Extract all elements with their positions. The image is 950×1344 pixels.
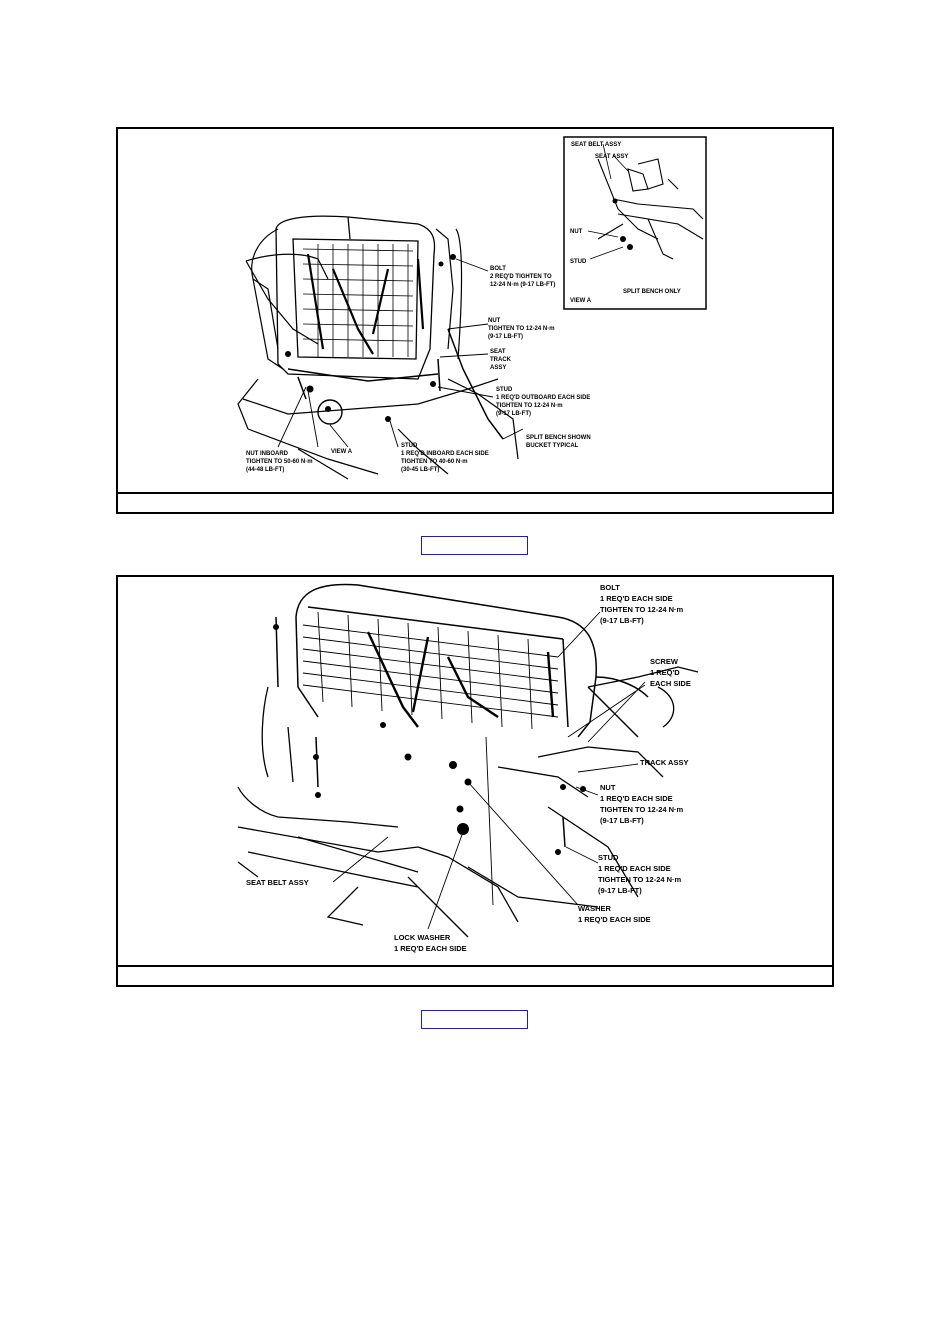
callout-stud-outboard-3: TIGHTEN TO 12-24 N·m	[496, 403, 563, 409]
callout-split-1: SPLIT BENCH SHOWN	[526, 435, 591, 441]
callout-f2-stud-4: (9-17 LB-FT)	[598, 886, 642, 895]
callout-nut-2: TIGHTEN TO 12-24 N·m	[488, 326, 555, 332]
callout-stud-inboard-4: (30-45 LB-FT)	[401, 467, 440, 473]
view-a-inset	[564, 137, 706, 309]
callout-f2-stud-3: TIGHTEN TO 12-24 N·m	[598, 875, 682, 884]
figure-2-frame	[116, 575, 834, 987]
figure-2-illustration	[118, 577, 832, 965]
callout-f2-bolt-4: (9-17 LB-FT)	[600, 616, 644, 625]
callout-bolt-1: BOLT	[490, 266, 506, 272]
figure-2-caption-bar	[118, 965, 832, 985]
figure-1-caption-bar	[118, 492, 832, 512]
callout-stud-outboard-2: 1 REQ'D OUTBOARD EACH SIDE	[496, 395, 591, 401]
callout-f2-seat-belt: SEAT BELT ASSY	[246, 878, 309, 887]
callout-nut-inboard-1: NUT INBOARD	[246, 451, 288, 457]
figure-2-link-button[interactable]	[421, 1010, 528, 1029]
callout-stud-inboard-1: STUD	[401, 443, 418, 449]
callout-f2-lock-washer-2: 1 REQ'D EACH SIDE	[394, 944, 467, 953]
callout-stud-inboard-2: 1 REQ'D INBOARD EACH SIDE	[401, 451, 489, 457]
callout-f2-stud-2: 1 REQ'D EACH SIDE	[598, 864, 671, 873]
callout-view-a-title: SPLIT BENCH ONLY	[623, 289, 681, 295]
callout-stud-outboard-4: (9-17 LB-FT)	[496, 411, 531, 417]
callout-bolt-2: 2 REQ'D TIGHTEN TO	[490, 274, 552, 280]
callout-view-ref: VIEW A	[331, 449, 353, 455]
callout-f2-washer-1: WASHER	[578, 904, 611, 913]
callout-nut-inboard-3: (44-48 LB-FT)	[246, 467, 285, 473]
callout-f2-bolt-1: BOLT	[600, 583, 620, 592]
callout-nut-inboard-2: TIGHTEN TO 50-60 N·m	[246, 459, 313, 465]
callout-view-a-seat-belt: SEAT BELT ASSY	[571, 142, 622, 148]
callout-f2-nut-2: 1 REQ'D EACH SIDE	[600, 794, 673, 803]
callout-f2-screw-3: EACH SIDE	[650, 679, 691, 688]
callout-view-a-nut: NUT	[570, 229, 583, 235]
callout-split-2: BUCKET TYPICAL	[526, 443, 579, 449]
callout-f2-screw-1: SCREW	[650, 657, 678, 666]
callout-f2-nut-4: (9-17 LB-FT)	[600, 816, 644, 825]
callout-view-a-seat: SEAT ASSY	[595, 154, 629, 160]
callout-f2-washer-2: 1 REQ'D EACH SIDE	[578, 915, 651, 924]
callout-f2-screw-2: 1 REQ'D	[650, 668, 680, 677]
figure-1-frame	[116, 127, 834, 514]
callout-f2-bolt-2: 1 REQ'D EACH SIDE	[600, 594, 673, 603]
callout-f2-nut-1: NUT	[600, 783, 616, 792]
callout-nut-1: NUT	[488, 318, 501, 324]
callout-view-a-stud: STUD	[570, 259, 587, 265]
callout-f2-bolt-3: TIGHTEN TO 12-24 N·m	[600, 605, 684, 614]
callout-nut-3: (9-17 LB-FT)	[488, 334, 523, 340]
callout-track-1: SEAT	[490, 349, 506, 355]
callout-bolt-3: 12-24 N·m (9-17 LB-FT)	[490, 282, 556, 288]
callout-stud-outboard-1: STUD	[496, 387, 513, 393]
figure-1-illustration	[118, 129, 832, 492]
callout-f2-nut-3: TIGHTEN TO 12-24 N·m	[600, 805, 684, 814]
callout-f2-track: TRACK ASSY	[640, 758, 689, 767]
callout-track-3: ASSY	[490, 365, 507, 371]
callout-view-a-label: VIEW A	[570, 298, 592, 304]
callout-f2-lock-washer-1: LOCK WASHER	[394, 933, 451, 942]
figure-1-link-button[interactable]	[421, 536, 528, 555]
callout-track-2: TRACK	[490, 357, 511, 363]
callout-f2-stud-1: STUD	[598, 853, 619, 862]
callout-stud-inboard-3: TIGHTEN TO 40-60 N·m	[401, 459, 468, 465]
